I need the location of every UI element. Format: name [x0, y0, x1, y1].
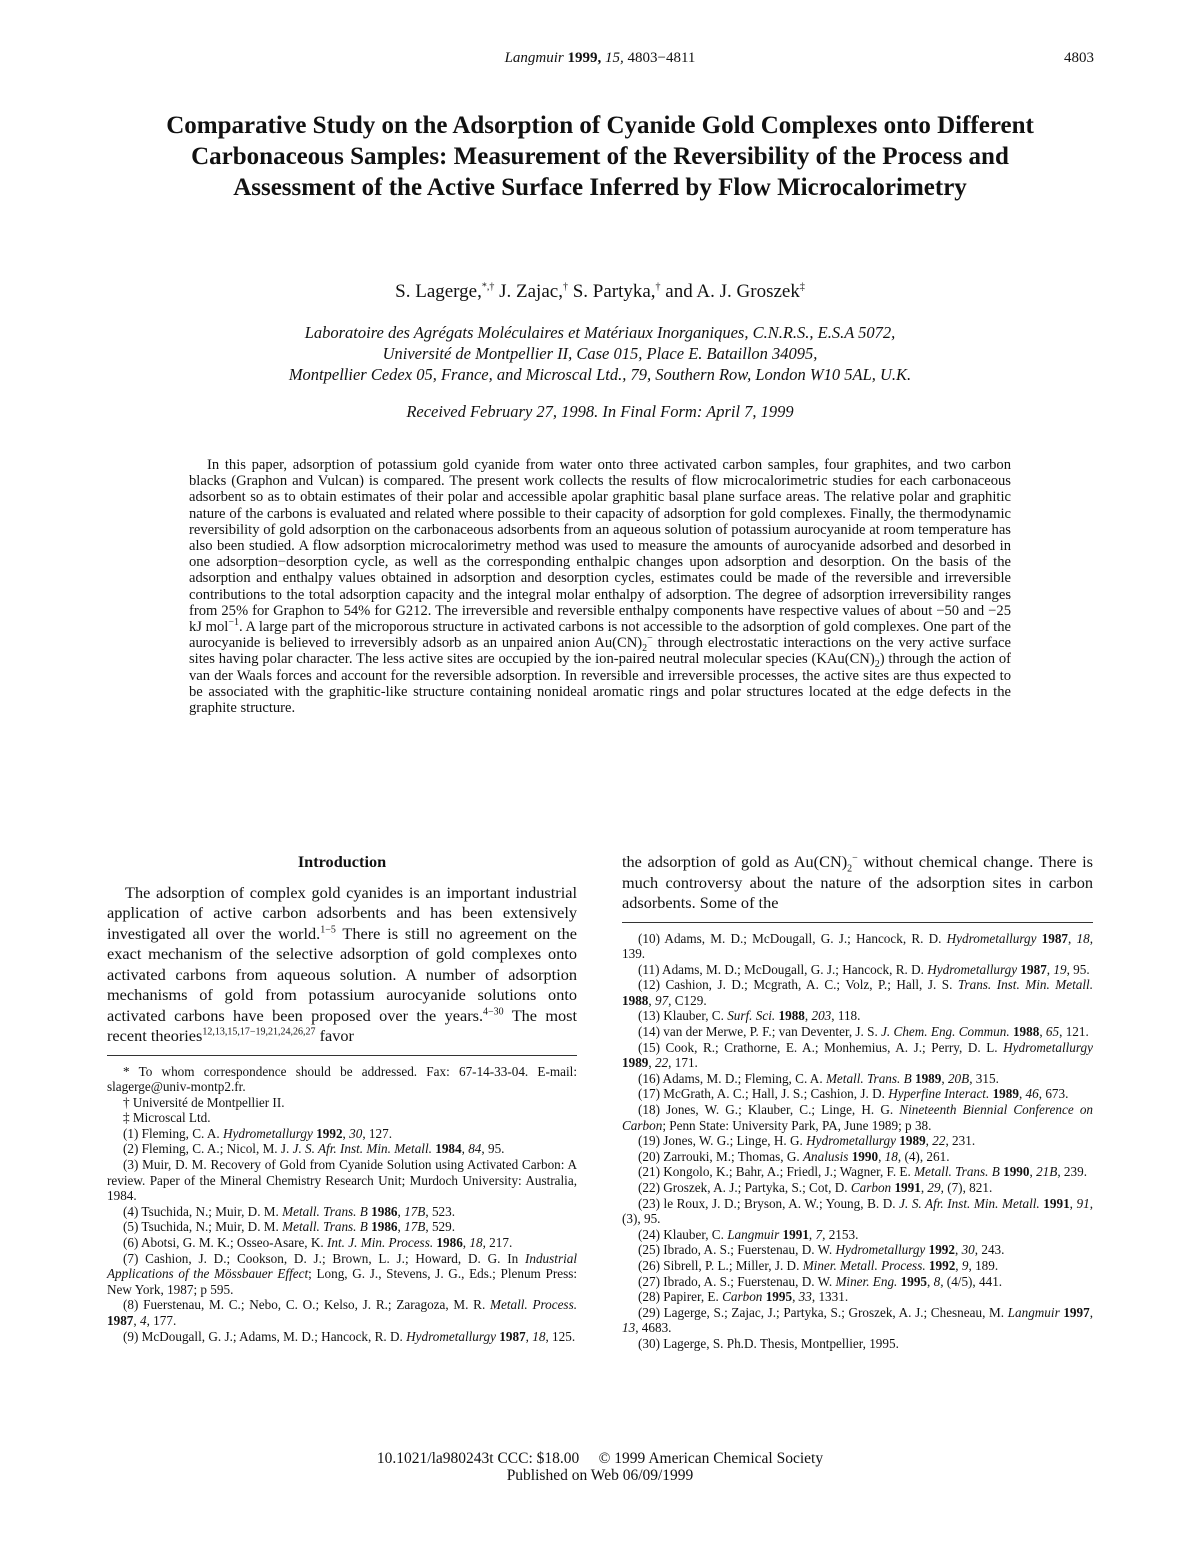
- author-mark: †: [562, 281, 568, 293]
- author-mark: *,†: [481, 281, 495, 293]
- reference-item: (30) Lagerge, S. Ph.D. Thesis, Montpellier, 1995.: [638, 1335, 899, 1351]
- abstract-subscript: 2: [642, 643, 648, 655]
- reference-item: (9) McDougall, G. J.; Adams, M. D.; Hancock, R. D. Hydrometallurgy 1987, 18, 125.: [123, 1328, 576, 1344]
- journal-pages: 4803−4811: [627, 50, 696, 66]
- body-text: The adsorption of complex gold cyanides is an important industrial application of active carbon adsorbents and has been extensively investigated all over the world.: [107, 882, 577, 943]
- reference-item: (28) Papirer, E. Carbon 1995, 33, 1331.: [638, 1289, 849, 1305]
- reference-item: (12) Cashion, J. D.; Mcgrath, A. C.; Volz, P.; Hall, J. S. Trans. Inst. Min. Metall. 1988, 97, C129.: [622, 977, 1093, 1008]
- footnote-divider: [622, 922, 1093, 923]
- page-number: 4803: [1064, 50, 1094, 66]
- footnote-divider: [107, 1055, 577, 1056]
- abstract-text: through electrostatic interactions on the very active surface sites having polar character. The less active sites are occupied by the ion-paired neutral molecular species (KAu(CN): [189, 635, 1012, 668]
- abstract-superscript: −1: [228, 617, 239, 629]
- reference-item: (5) Tsuchida, N.; Muir, D. M. Metall. Trans. B 1986, 17B, 529.: [123, 1219, 456, 1235]
- body-text: without chemical change. There is much controversy about the nature of the adsorption sites in carbon adsorbents. Some of the: [622, 852, 1093, 912]
- reference-item: (25) Ibrado, A. S.; Fuerstenau, D. W. Hydrometallurgy 1992, 30, 243.: [638, 1242, 1005, 1258]
- author-name: S. Lagerge,: [395, 281, 482, 302]
- intro-paragraph-continued: [622, 852, 1093, 914]
- affiliation: [150, 322, 1050, 385]
- citation-ref: 1−5: [320, 924, 336, 936]
- reference-item: (4) Tsuchida, N.; Muir, D. M. Metall. Trans. B 1986, 17B, 523.: [123, 1203, 456, 1219]
- intro-paragraph: [107, 883, 577, 1047]
- abstract-subscript: 2: [874, 659, 880, 671]
- page-footer: [0, 1450, 1200, 1484]
- body-text: The most recent theories: [107, 1005, 577, 1045]
- reference-item: (14) van der Merwe, P. F.; van Deventer, J. S. J. Chem. Eng. Commun. 1988, 65, 121.: [638, 1024, 1089, 1040]
- citation-ref: 12,13,15,17−19,21,24,26,27: [202, 1026, 316, 1038]
- citation-ref: 4−30: [483, 1006, 504, 1018]
- author-name: and A. J. Groszek: [660, 281, 800, 302]
- right-column: [622, 852, 1093, 1352]
- reference-item: (19) Jones, W. G.; Linge, H. G. Hydrometallurgy 1989, 22, 231.: [638, 1133, 976, 1149]
- reference-item: (10) Adams, M. D.; McDougall, G. J.; Hancock, R. D. Hydrometallurgy 1987, 18, 139.: [622, 930, 1093, 962]
- reference-item: (17) McGrath, A. C.; Hall, J. S.; Cashion, J. D. Hyperfine Interact. 1989, 46, 673.: [638, 1086, 1069, 1102]
- journal-year: 1999,: [567, 50, 602, 66]
- right-footnotes: [622, 931, 1093, 1352]
- reference-item: (27) Ibrado, A. S.; Fuerstenau, D. W. Miner. Eng. 1995, 8, (4/5), 441.: [638, 1273, 1003, 1289]
- reference-item: (22) Groszek, A. J.; Partyka, S.; Cot, D. Carbon 1991, 29, (7), 821.: [638, 1180, 993, 1195]
- received-dates: Received February 27, 1998. In Final Form: April 7, 1999: [406, 402, 794, 421]
- footnote-affiliation: † Université de Montpellier II.: [123, 1094, 285, 1110]
- doi-copyright: 10.1021/la980243t CCC: $18.00 © 1999 American Chemical Society: [376, 1450, 824, 1467]
- abstract-text: ) through the action of van der Waals forces and account for the reversible adsorption. In reversible and irreversible processes, the active sites are thus expected to be associated with the graphitic-like structure containing nonideal aromatic rings and polar structures located at the edge defects in the graphite structure.: [189, 651, 1012, 717]
- author-mark: ‡: [799, 281, 805, 293]
- affiliation-line: Université de Montpellier II, Case 015, Place E. Bataillon 34095,: [382, 344, 818, 363]
- reference-item: (13) Klauber, C. Surf. Sci. 1988, 203, 118.: [638, 1008, 861, 1024]
- reference-item: (11) Adams, M. D.; McDougall, G. J.; Hancock, R. D. Hydrometallurgy 1987, 19, 95.: [638, 961, 1090, 977]
- abstract-text: . A large part of the microporous structure in activated carbons is not accessible to the adsorption of gold complexes. One part of the aurocyanide is believed to irreversibly adsorb as an unpaired anion Au(CN): [189, 619, 1012, 652]
- journal-name: Langmuir: [504, 50, 564, 66]
- body-text: There is still no agreement on the exact mechanism of the selective adsorption of gold complexes onto activated carbons from aqueous solution. A number of adsorption mechanisms of gold from potassium aurocyanide solutions onto activated carbons have been proposed over the years.: [107, 923, 577, 1025]
- affiliation-line: Montpellier Cedex 05, France, and Microscal Ltd., 79, Southern Row, London W10 5AL, U.K.: [288, 365, 912, 384]
- left-column: [107, 852, 577, 1344]
- reference-item: (1) Fleming, C. A. Hydrometallurgy 1992, 30, 127.: [123, 1125, 392, 1141]
- reference-item: (6) Abotsi, G. M. K.; Osseo-Asare, K. Int. J. Min. Process. 1986, 18, 217.: [123, 1235, 513, 1251]
- abstract-text: In this paper, adsorption of potassium gold cyanide from water onto three activated carbon samples, four graphites, and two carbon blacks (Graphon and Vulcan) is compared. The present work collects the results of flow microcalorimetric studies for each carbonaceous adsorbent so as to obtain estimates of their polar and accessible apolar graphitic basal plane surface areas. The relative polar and graphitic nature of the carbons is evaluated and related where possible to their capacity of adsorption for gold complexes. Finally, the thermodynamic reversibility of gold adsorption on the carbonaceous adsorbents from an aqueous solution of potassium aurocyanide at room temperature has also been studied. A flow adsorption microcalorimetry method was used to measure the amounts of aurocyanide adsorbed and desorbed in one adsorption−desorption cycle, as well as the corresponding enthalpic changes upon adsorption and desorption. On the basis of the adsorption and enthalpy values obtained in adsorption and desorption cycles, estimates could be made of the reversible and irreversible contributions to the total adsorption capacity and the integral molar enthalpy of adsorption. The degree of adsorption irreversibility ranges from 25% for Graphon to 54% for G212. The irreversible and reversible enthalpy components have respective values of about −50 and −25 kJ mol: [189, 457, 1011, 636]
- abstract: [189, 457, 1011, 716]
- body-text: favor: [315, 1026, 354, 1045]
- left-footnotes: [107, 1064, 577, 1345]
- affiliation-line: Laboratoire des Agrégats Moléculaires et Matériaux Inorganiques, C.N.R.S., E.S.A 5072,: [304, 323, 896, 342]
- abstract-superscript: −: [647, 633, 653, 645]
- reference-item: (15) Cook, R.; Crathorne, E. A.; Monhemius, A. J.; Perry, D. L. Hydrometallurgy 1989, 22, 171.: [622, 1039, 1093, 1071]
- reference-item: (29) Lagerge, S.; Zajac, J.; Partyka, S.; Groszek, A. J.; Chesneau, M. Langmuir 1997, 13, 4683.: [622, 1304, 1094, 1336]
- footnote-correspondence: * To whom correspondence should be addressed. Fax: 67-14-33-04. E-mail: slagerge@univ-montp2.fr.: [107, 1063, 577, 1095]
- reference-item: (24) Klauber, C. Langmuir 1991, 7, 2153.: [638, 1226, 859, 1242]
- reference-item: (20) Zarrouki, M.; Thomas, G. Analusis 1990, 18, (4), 261.: [638, 1148, 950, 1164]
- running-header: [0, 50, 1200, 67]
- body-text: the adsorption of gold as Au(CN): [622, 852, 848, 871]
- author-name: S. Partyka,: [567, 281, 656, 302]
- author-list: [0, 281, 1200, 303]
- reference-item: (21) Kongolo, K.; Bahr, A.; Friedl, J.; Wagner, F. E. Metall. Trans. B 1990, 21B, 239.: [638, 1164, 1087, 1180]
- reference-item: (3) Muir, D. M. Recovery of Gold from Cyanide Solution using Activated Carbon: A review. Paper of the Mineral Chemistry Research Unit; Murdoch University: Australia, 1984.: [107, 1157, 577, 1204]
- reference-item: (16) Adams, M. D.; Fleming, C. A. Metall. Trans. B 1989, 20B, 315.: [638, 1070, 999, 1086]
- author-name: J. Zajac,: [494, 281, 563, 302]
- body-superscript: −: [852, 852, 858, 864]
- reference-item: (18) Jones, W. G.; Klauber, C.; Linge, H. G. Nineteenth Biennial Conference on Carbon; Penn State: University Park, PA, June 1989; p 38.: [622, 1102, 1094, 1133]
- section-heading-introduction: Introduction: [297, 852, 387, 871]
- reference-item: (23) le Roux, J. D.; Bryson, A. W.; Young, B. D. J. S. Afr. Inst. Min. Metall. 1991, 91, (3), 95.: [622, 1195, 1094, 1227]
- reference-item: (2) Fleming, C. A.; Nicol, M. J. J. S. Afr. Inst. Min. Metall. 1984, 84, 95.: [123, 1141, 505, 1157]
- article-title: Comparative Study on the Adsorption of Cyanide Gold Complexes onto Different Carbonaceous Samples: Measurement of the Reversibility of the Process and Assessment of the Active Surface Inferred by Flow Microcalorimetry: [166, 112, 1034, 201]
- publication-date: Published on Web 06/09/1999: [506, 1467, 694, 1484]
- body-subscript: 2: [847, 863, 853, 875]
- reference-item: (8) Fuerstenau, M. C.; Nebo, C. O.; Kelso, J. R.; Zaragoza, M. R. Metall. Process. 1987, 4, 177.: [107, 1297, 577, 1328]
- author-mark: †: [655, 281, 661, 293]
- journal-volume: 15,: [605, 50, 624, 66]
- reference-item: (7) Cashion, J. D.; Cookson, D. J.; Brown, L. J.; Howard, D. G. In Industrial Applications of the Mössbauer Effect; Long, G. J., Stevens, J. G., Eds.; Plenum Press: New York, 1987; p 595.: [107, 1250, 577, 1297]
- reference-item: (26) Sibrell, P. L.; Miller, J. D. Miner. Metall. Process. 1992, 9, 189.: [638, 1257, 999, 1273]
- footnote-affiliation: ‡ Microscal Ltd.: [123, 1110, 211, 1126]
